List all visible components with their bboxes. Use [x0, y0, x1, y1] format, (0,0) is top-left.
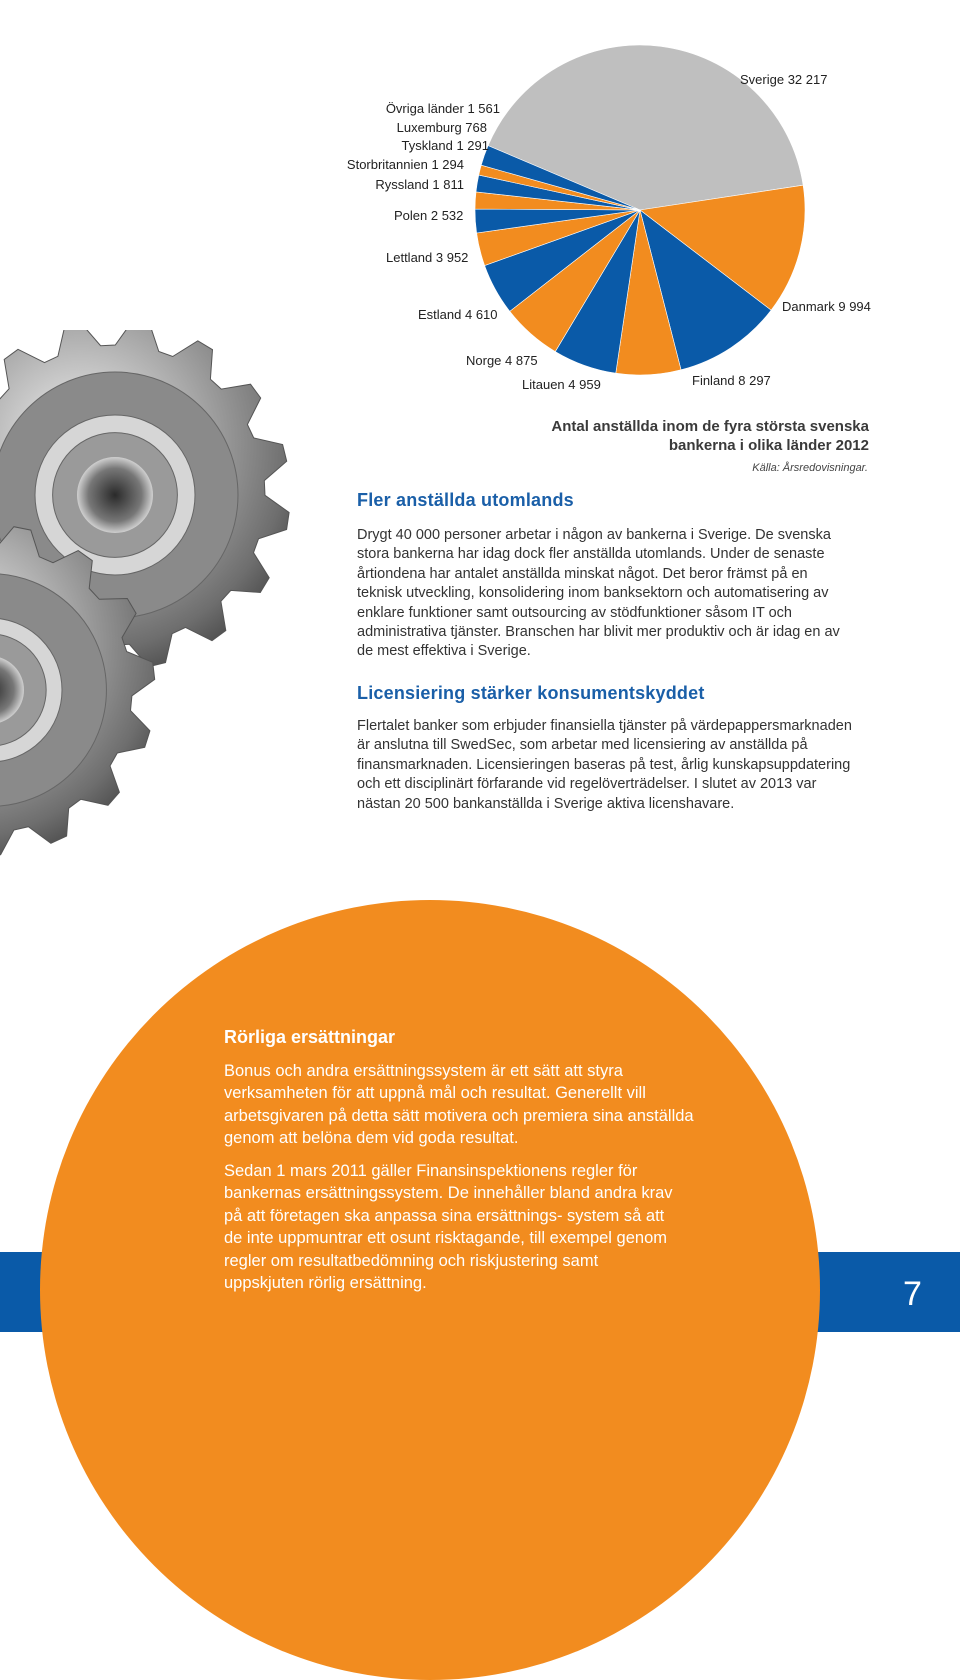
- pie-label: Norge 4 875: [466, 353, 538, 368]
- chart-source: Källa: Årsredovisningar.: [752, 462, 868, 474]
- section-heading: Fler anställda utomlands: [357, 490, 574, 510]
- pie-chart: [470, 40, 810, 380]
- section-body: Bonus och andra ersättningssystem är ett sätt att styra verksamheten för att uppnå mål och resultat. Generellt vill arbetsgivaren på detta sätt motivera och premiera sina anställda genom att belöna dem vid goda resultat.: [224, 1062, 694, 1148]
- pie-label: Luxemburg 768: [396, 120, 487, 135]
- pie-label: Lettland 3 952: [386, 250, 469, 265]
- pie-label: Estland 4 610: [418, 307, 498, 322]
- gears-illustration: [0, 330, 300, 890]
- pie-label: Finland 8 297: [692, 373, 771, 388]
- chart-title: Antal anställda inom de fyra största svenska bankerna i olika länder 2012: [551, 418, 869, 454]
- pie-label: Storbritannien 1 294: [346, 157, 464, 172]
- pie-label: Danmark 9 994: [782, 299, 871, 314]
- pie-label: Övriga länder 1 561: [385, 101, 500, 116]
- section-heading: Licensiering stärker konsumentskyddet: [357, 683, 705, 703]
- section-body: Sedan 1 mars 2011 gäller Finansinspektionens regler för bankernas ersättningssystem. De innehåller bland andra krav på att företagen ska anpassa sina ersättnings- system så att de inte uppmuntrar ett osunt risktagande, till exempel genom regler om resultatbedömning och riskjustering samt uppskjuten rörlig ersättning.: [224, 1162, 673, 1293]
- section-heading: Rörliga ersättningar: [224, 1027, 396, 1047]
- section-body: Drygt 40 000 personer arbetar i någon av bankerna i Sverige. De svenska stora bankerna har idag dock fler anställda utomlands. Under de senaste årtiondena har antalet anställda minskat något. Det beror främst på en teknisk utveckling, konsolidering inom banksektorn och automatisering av enklare funktioner samt outsourcing av stödfunktioner såsom IT och administrativa tjänster. Branschen har blivit mer produktiv och är idag en av de mest effektiva i Sverige.: [357, 527, 840, 660]
- pie-label: Ryssland 1 811: [375, 177, 464, 192]
- pie-label: Tyskland 1 291: [401, 138, 489, 153]
- pie-label: Polen 2 532: [394, 208, 464, 223]
- section-body: Flertalet banker som erbjuder finansiella tjänster på värdepappersmarknaden är anslutna till SwedSec, som arbetar med licensiering av anställda på finansmarknaden. Licensieringen baseras på test, årlig kunskapsuppdatering och ett disciplinärt förfarande vid regelöverträdelser. I slutet av 2013 var nästan 20 500 bankanställda i Sverige aktiva licenshavare.: [357, 718, 852, 812]
- page-number: 7: [903, 1275, 922, 1313]
- pie-label: Sverige 32 217: [740, 72, 828, 87]
- pie-label: Litauen 4 959: [522, 377, 601, 392]
